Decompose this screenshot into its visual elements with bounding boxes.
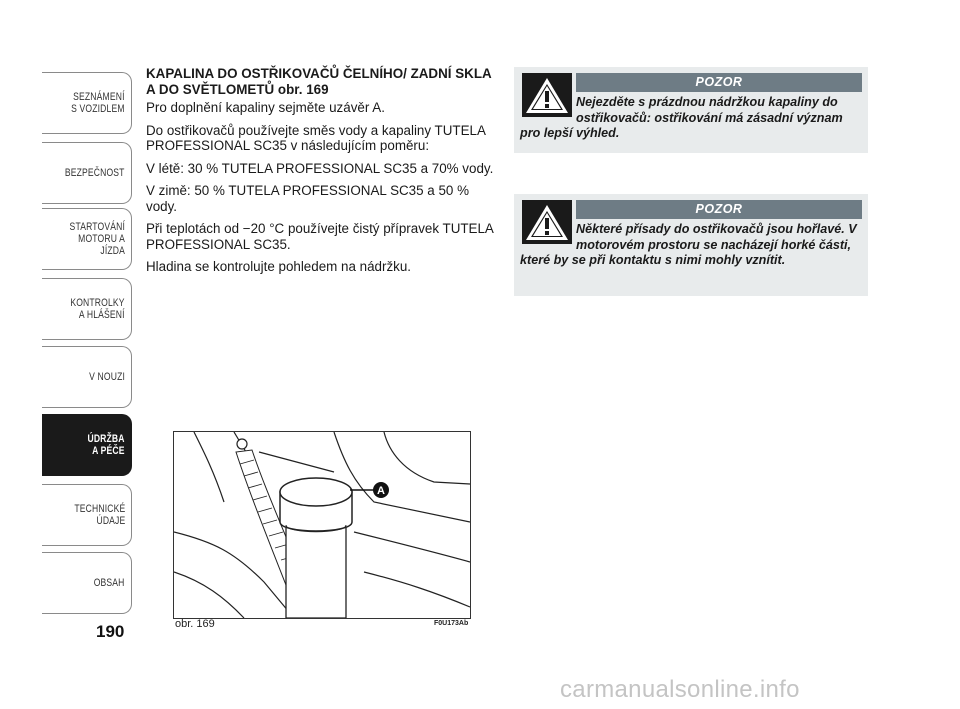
tab-label: OBSAH (94, 577, 125, 589)
figure-caption: obr. 169 (175, 618, 215, 630)
paragraph: Hladina se kontrolujte pohledem na nádržku. (146, 259, 412, 274)
figure-washer-reservoir (173, 431, 471, 619)
tab-label: BEZPEČNOST (65, 167, 125, 179)
tab-bezpecnost[interactable] (42, 142, 132, 204)
warning-box (514, 194, 868, 296)
reservoir-illustration (174, 432, 470, 618)
main-content (146, 66, 496, 282)
watermark: carmanualsonline.info (560, 676, 800, 703)
tab-seznameni[interactable] (42, 72, 132, 134)
tab-udrzba[interactable] (42, 414, 132, 476)
paragraph: V zimě: 50 % TUTELA PROFESSIONAL SC35 a 50 % vody. (146, 183, 469, 214)
tab-kontrolky[interactable] (42, 278, 132, 340)
figure-code: F0U173Ab (434, 620, 469, 627)
tab-startovani[interactable] (42, 208, 132, 270)
tab-label: SEZNÁMENÍ S VOZIDLEM (71, 91, 125, 115)
tab-v-nouzi[interactable] (42, 346, 132, 408)
tab-label: TECHNICKÉ ÚDAJE (74, 503, 125, 527)
paragraph: Do ostřikovačů používejte směs vody a kapaliny TUTELA PROFESSIONAL SC35 v následujícím poměru: (146, 122, 486, 153)
paragraph: Pro doplnění kapaliny sejměte uzávěr A. (146, 100, 385, 115)
warning-title: POZOR (576, 200, 862, 219)
section-heading: KAPALINA DO OSTŘIKOVAČŮ ČELNÍHO/ ZADNÍ SKLA A DO SVĚTLOMETŮ obr. 169 (146, 66, 492, 97)
page-number: 190 (96, 622, 125, 641)
warning-text: Nejezděte s prázdnou nádržkou kapaliny do ostřikovačů: ostřikování má zásadní význam pro lepší výhled. (520, 95, 843, 140)
tab-technicke-udaje[interactable] (42, 484, 132, 546)
warning-box (514, 67, 868, 153)
callout-label: A (377, 485, 385, 497)
warning-title: POZOR (576, 73, 862, 92)
tab-label: ÚDRŽBA A PÉČE (87, 433, 125, 457)
tab-obsah[interactable] (42, 552, 132, 614)
tab-label: STARTOVÁNÍ MOTORU A JÍZDA (69, 221, 125, 257)
paragraph: V létě: 30 % TUTELA PROFESSIONAL SC35 a 70% vody. (146, 160, 494, 176)
warning-text: Některé přísady do ostřikovačů jsou hořlavé. V motorovém prostoru se nacházejí horké části, které by se při kontaktu s nimi mohly vznítit. (520, 222, 857, 267)
tab-label: V NOUZI (89, 371, 125, 383)
tab-label: KONTROLKY A HLÁŠENÍ (70, 297, 125, 321)
paragraph: Při teplotách od −20 °C používejte čistý přípravek TUTELA PROFESSIONAL SC35. (146, 221, 494, 252)
